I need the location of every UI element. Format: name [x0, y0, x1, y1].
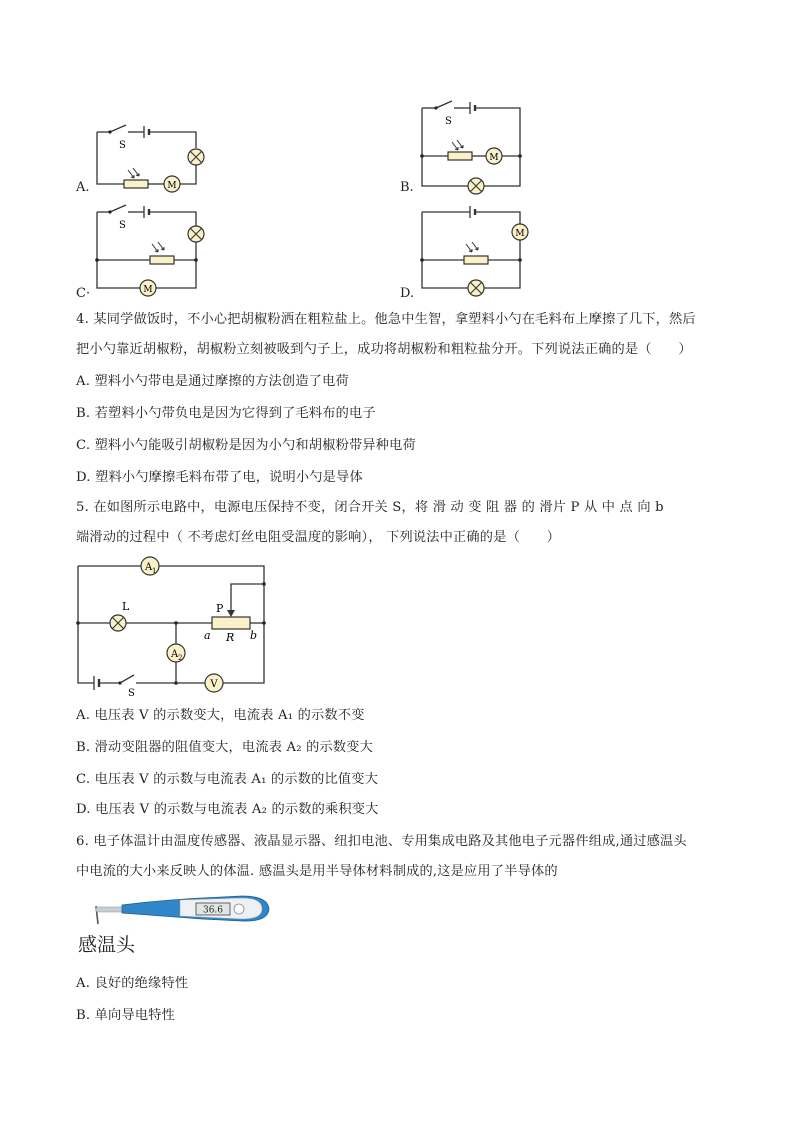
question-4-option-b[interactable]: B. 若塑料小勺带负电是因为它得到了毛料布的电子 [76, 406, 376, 421]
motor-symbol: M [167, 181, 177, 191]
thermometer-reading: 36.6 [202, 905, 224, 916]
question-5-option-a[interactable]: A. 电压表 V 的示数变大，电流表 A₁ 的示数不变 [76, 708, 365, 723]
question-6-option-a[interactable]: A. 良好的绝缘特性 [76, 976, 189, 991]
ammeter-a2-label: A [171, 649, 179, 660]
switch-label-s: S [119, 220, 126, 231]
circuit-diagram-c [92, 200, 212, 300]
option-d-label: D. [400, 286, 415, 301]
question-4-option-a[interactable]: A. 塑料小勺带电是通过摩擦的方法创造了电荷 [76, 374, 349, 389]
thermometer-image [92, 894, 274, 930]
terminal-a-label: a [204, 629, 211, 642]
question-5-stem-line-1: 5. 在如图所示电路中，电源电压保持不变，闭合开关 S，将 滑 动 变 阻 器 的 滑片 P 从 中 点 向 b [76, 500, 664, 515]
question-4-stem-line-1: 4. 某同学做饭时，不小心把胡椒粉洒在粗粒盐上。他急中生智，拿塑料小勺在毛料布上摩擦了几下，然后 [76, 312, 696, 327]
switch-label-s: S [119, 140, 126, 151]
question-5-stem-line-2: 端滑动的过程中（ 不考虑灯丝电阻受温度的影响）， 下列说法中正确的是（ ） [76, 530, 561, 545]
option-c-label: C· [76, 286, 91, 301]
motor-symbol: M [515, 229, 525, 239]
terminal-b-label: b [250, 629, 258, 642]
question-6-stem-line-2: 中电流的大小来反映人的体温. 感温头是用半导体材料制成的,这是应用了半导体的 [76, 864, 558, 879]
resistor-label-r: R [226, 631, 235, 644]
question-4-option-c[interactable]: C. 塑料小勺能吸引胡椒粉是因为小勺和胡椒粉带异种电荷 [76, 438, 416, 453]
slider-label-p: P [216, 602, 224, 615]
thermometer-caption: 感温头 [78, 934, 136, 956]
question-6-stem-line-1: 6. 电子体温计由温度传感器、液晶显示器、纽扣电池、专用集成电路及其他电子元器件组成,通过感温头 [76, 834, 687, 849]
option-a-label: A. [76, 180, 90, 195]
ammeter-a1-label: A [145, 562, 153, 573]
ammeter-a2-subscript: 2 [178, 654, 183, 662]
motor-symbol: M [489, 153, 499, 163]
question-5-option-b[interactable]: B. 滑动变阻器的阻值变大，电流表 A₂ 的示数变大 [76, 740, 374, 755]
voltmeter-label: V [210, 679, 218, 690]
circuit-diagram-a [92, 118, 212, 196]
question-4-stem-line-2: 把小勺靠近胡椒粉，胡椒粉立刻被吸到勺子上，成功将胡椒粉和粗粒盐分开。下列说法正确的是（ ） [76, 342, 692, 357]
question-5-option-d[interactable]: D. 电压表 V 的示数与电流表 A₂ 的示数的乘积变大 [76, 802, 379, 817]
lamp-label: L [122, 600, 130, 613]
option-b-label: B. [400, 180, 414, 195]
switch-label-s: S [128, 688, 135, 698]
circuit-diagram-b [414, 96, 534, 196]
question-5-circuit-diagram [70, 552, 280, 698]
question-6-option-b[interactable]: B. 单向导电特性 [76, 1008, 175, 1023]
question-4-option-d[interactable]: D. 塑料小勺摩擦毛料布带了电，说明小勺是导体 [76, 470, 363, 485]
circuit-diagram-d [414, 200, 534, 300]
motor-symbol: M [143, 285, 153, 295]
question-5-option-c[interactable]: C. 电压表 V 的示数与电流表 A₁ 的示数的比值变大 [76, 772, 379, 787]
ammeter-a1-subscript: 1 [152, 567, 157, 575]
switch-label-s: S [445, 116, 452, 127]
